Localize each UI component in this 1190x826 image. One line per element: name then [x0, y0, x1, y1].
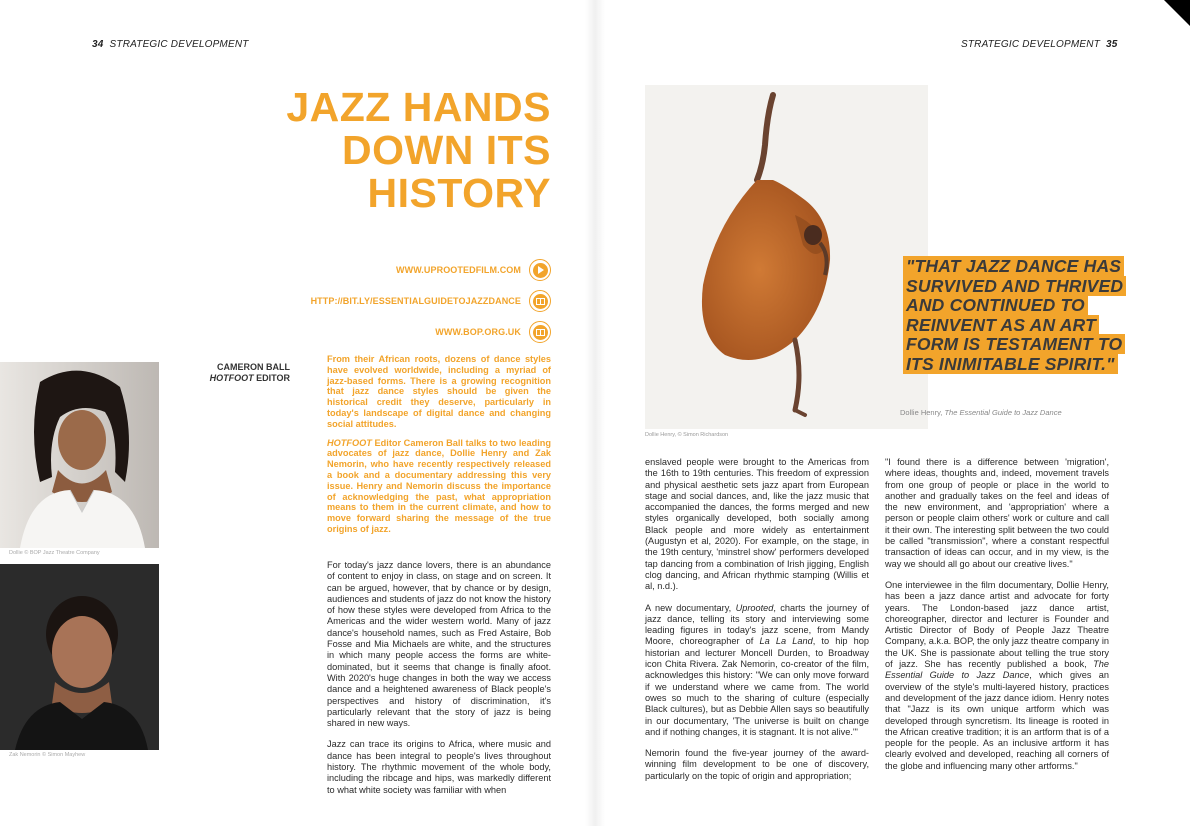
section-label-left: STRATEGIC DEVELOPMENT	[109, 39, 249, 50]
link-bop-text[interactable]: WWW.BOP.ORG.UK	[435, 327, 521, 337]
body-column-1	[327, 560, 551, 806]
body-paragraph	[885, 580, 1109, 772]
intro-paragraph-1: From their African roots, dozens of dance styles have evolved worldwide, including a myriad of jazz-based forms. There is a growing recognition that jazz dance styles should be given the historical credit they deserve, particularly in today's landscape of digital dance and changing social attitudes.	[327, 354, 551, 429]
left-folio	[86, 39, 249, 50]
body-paragraph: Jazz can trace its origins to Africa, where music and dance has been integral to people's lives throughout history. The rhythmic movement of the whole body, including the ribcage and hips, was markedly different to what white society was familiar with when	[327, 739, 551, 795]
pull-quote-text: "THAT JAZZ DANCE HAS SURVIVED AND THRIVED AND CONTINUED TO REINVENT AS AN ART FORM IS TESTAMENT TO ITS INIMITABLE SPIRIT."	[903, 256, 1126, 374]
headline-line-2: DOWN ITS	[342, 127, 551, 173]
article-headline	[260, 86, 551, 215]
page-number-left: 34	[92, 39, 104, 50]
book-icon[interactable]	[529, 321, 551, 343]
zak-photo-caption: Zak Nemorin © Simon Mayhew	[9, 752, 86, 758]
body-text: One interviewee in the film documentary, Dollie Henry, has been a jazz dance artist and advocate for forty years. The London-based jazz dance artist, choreographer, director and lecturer is Founder and Artistic Director of Body of People Jazz Theatre Company, a.k.a. BOP, the only jazz theatre company in the UK. She is passionate about telling the true story of jazz. She has recently published a book,	[885, 579, 1109, 670]
link-uprooted[interactable]	[396, 259, 551, 281]
book-icon[interactable]	[529, 290, 551, 312]
link-essential-guide-text[interactable]: HTTP://BIT.LY/ESSENTIALGUIDETOJAZZDANCE	[310, 296, 521, 306]
link-essential-guide[interactable]	[311, 290, 551, 312]
body-paragraph: For today's jazz dance lovers, there is an abundance of content to enjoy in class, on stage and on screen. It can be argued, however, that by chance or by design, audiences and students of jazz do not know the history of how these styles were developed from Africa to the Americas and the wider western world. Many of jazz dance's household names, such as Fred Astaire, Bob Fosse and Mia Michaels are white, and the structures in which many people access the forms are white-dominated, but it seems that change is finally afoot. With 2020's huge changes in both the way we access dance and a heightened awareness of Black people's perspectives and history of discrimination, it's particularly relevant that the story of jazz is being shared in new ways.	[327, 560, 551, 729]
dollie-henry-portrait	[0, 362, 159, 548]
right-folio	[961, 39, 1124, 50]
quote-book-title: The Essential Guide to Jazz Dance	[944, 408, 1062, 417]
book-title: The Essential Guide to Jazz Dance	[885, 659, 1109, 681]
intro-publication: HOTFOOT	[327, 437, 372, 448]
link-uprooted-text[interactable]: WWW.UPROOTEDFILM.COM	[396, 265, 521, 275]
intro-paragraph-2-text: Editor Cameron Ball talks to two leading advocates of jazz dance, Dollie Henry and Zak Nemorin, who have recently respectively released a book and a documentary addressing this very issue. Henry and Nemorin discuss the importance of acknowledging the past, what appropriation means to them in the current climate, and how to move forward sharing the message of the true origins of jazz.	[327, 437, 551, 534]
author-role	[165, 373, 290, 384]
body-paragraph: enslaved people were brought to the Americas from the 16th to 19th centuries. This freedom of expression and physical aesthetic sets jazz apart from European stage and social dances, and, like the jazz music that accompanied the dances, the forms merged and new styles organically developed, both socially among Black people and more widely as entertainment (Augustyn et al, 2020). For example, on the stage, in the 19th century, 'minstrel show' performers developed tap dancing from a combination of Irish jigging, English clog dancing, and African rhythmic stamping (Willis et al, n.d.).	[645, 457, 869, 592]
quote-author: Dollie Henry,	[900, 408, 945, 417]
portrait-illustration	[0, 362, 159, 548]
author-role-title: EDITOR	[253, 373, 290, 383]
headline-line-1: JAZZ HANDS	[286, 84, 551, 130]
zak-nemorin-portrait	[0, 564, 159, 750]
dancer-photo-caption: Dollie Henry, © Simon Richardson	[645, 432, 729, 438]
pull-quote	[903, 257, 1143, 374]
section-label-right: STRATEGIC DEVELOPMENT	[961, 39, 1101, 50]
body-text: A new documentary,	[645, 602, 736, 613]
link-bop[interactable]	[435, 321, 551, 343]
body-column-2	[645, 457, 869, 792]
gutter-shadow	[585, 0, 605, 826]
portrait-illustration	[0, 564, 159, 750]
body-text: , charts the journey of jazz dance, telling its story and interviewing some leading figures in today's jazz scene, from Mandy Moore, choreographer of	[645, 602, 869, 647]
body-paragraph	[645, 603, 869, 739]
film-title: Uprooted	[735, 602, 774, 613]
page-number-right: 35	[1106, 39, 1118, 50]
dollie-photo-caption: Dollie © BOP Jazz Theatre Company	[9, 550, 100, 556]
pull-quote-attribution	[900, 408, 1062, 417]
author-role-publication: HOTFOOT	[209, 373, 254, 383]
intro-paragraph-2	[327, 438, 551, 535]
body-paragraph: Nemorin found the five-year journey of the award-winning film development to be one of discovery, particularly on the topic of origin and appropriation;	[645, 748, 869, 781]
author-name: CAMERON BALL	[217, 362, 290, 372]
body-text: , which gives an overview of the style's multi-layered history, practices and development of the jazz dance idiom. Henry notes that "Jazz is its own unique artform which was developed through syncretism. Its lineage is rooted in the African creative tradition; it is an artform that is of a people for the people. As an inclusive artform it has clearly evolved and developed, reaching all corners of the globe and influencing many other artforms."	[885, 670, 1109, 771]
film-title: La La Land	[759, 636, 813, 647]
byline	[165, 362, 290, 384]
headline-line-3: HISTORY	[367, 170, 551, 216]
dancer-illustration	[645, 85, 928, 429]
body-text: , to hip hop historian and lecturer Moncell Durden, to Broadway icon Chita Rivera. Zak Nemorin, co-creator of the film, acknowledges this history: "We can only move forward if we understand where we came from. The world owes so much to the sharing of culture (especially Black cultures), but as Debbie Allen says so beautifully in our documentary, 'The universe is built on change and if nothing changes, it is stagnant. It is not alive.'"	[645, 636, 869, 737]
article-intro	[327, 354, 551, 543]
body-column-3	[885, 457, 1109, 782]
play-icon[interactable]	[529, 259, 551, 281]
dancer-photo	[645, 85, 928, 429]
body-paragraph: "I found there is a difference between 'migration', where ideas, thoughts and, indeed, movement travels from one group of people or place in the world to another and gradually takes on the feel and ideas of the new environment, and 'appropriation' where a person or people claim others' work or culture and call it their own. The interesting split between the two could be called "transmission", where a constant respectful transaction of ideas can occur, and in my view, is the way we should all go about our creative lives."	[885, 457, 1109, 569]
